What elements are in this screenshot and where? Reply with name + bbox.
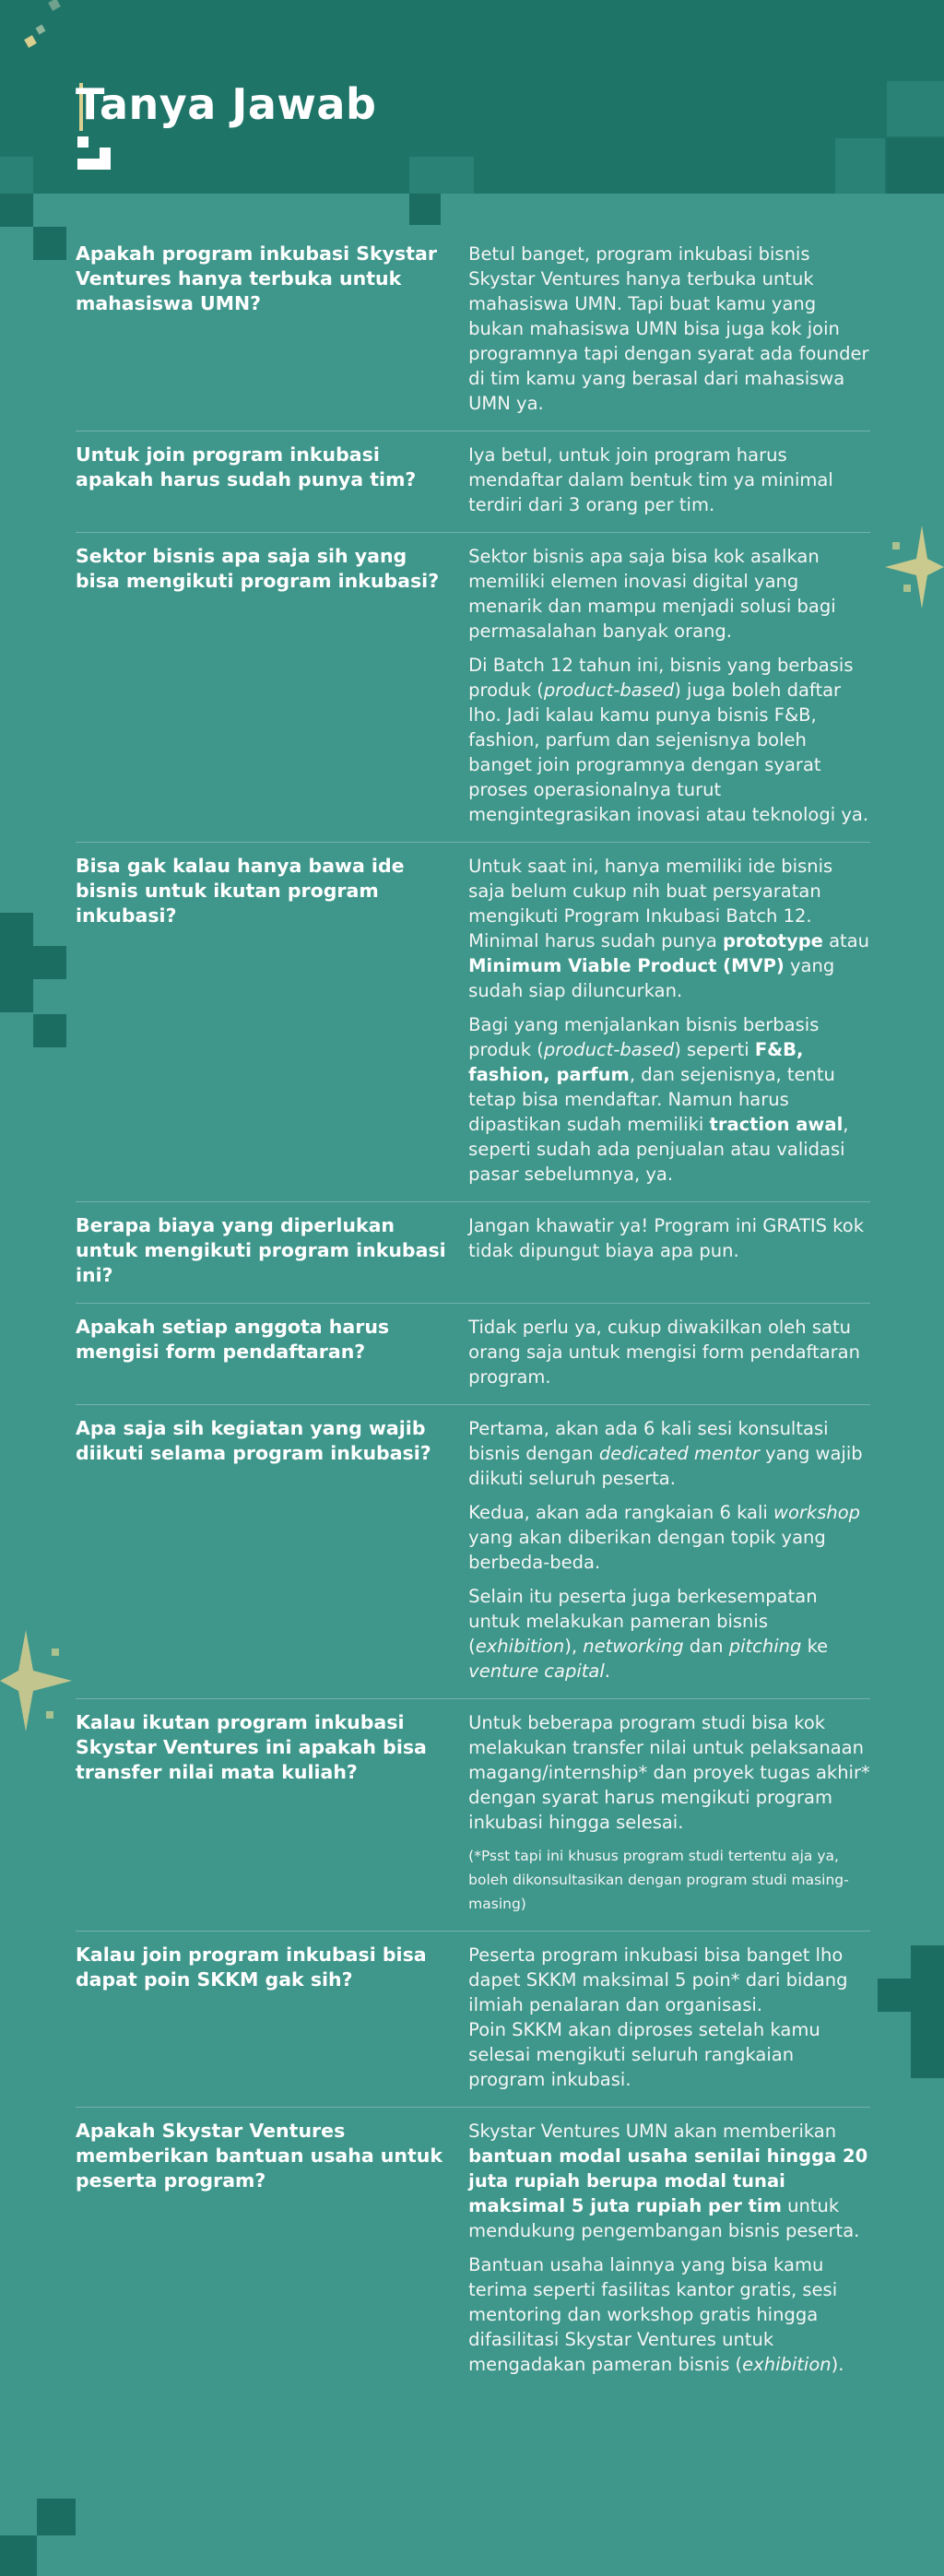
deco-square (409, 194, 441, 225)
answer-bold: bantuan modal usaha senilai hingga 20 juta rupiah berupa modal tunai maksimal 5 juta rupiah per tim (468, 2145, 868, 2216)
faq-item (76, 431, 870, 533)
faq-answer (468, 1213, 870, 1288)
faq-list (0, 230, 944, 2392)
answer-paragraph (468, 2252, 870, 2377)
faq-answer (468, 443, 870, 517)
answer-paragraph: Peserta program inkubasi bisa banget lho dapet SKKM maksimal 5 poin* dari bidang ilmiah penalaran dan organisasi. (468, 1944, 848, 2015)
answer-text: Di Batch 12 tahun ini, bisnis yang berbasis produk ( (468, 655, 854, 701)
answer-text: atau (822, 930, 869, 951)
answer-text: yang akan diberikan dengan topik yang berbeda-beda. (468, 1527, 826, 1573)
sparkle-icon (0, 0, 74, 55)
faq-item (76, 2108, 870, 2392)
faq-item (76, 843, 870, 1202)
answer-emphasis: networking (583, 1636, 684, 1657)
answer-paragraph (468, 1416, 870, 1491)
faq-answer (468, 1943, 870, 2092)
answer-emphasis: product-based (543, 1039, 675, 1060)
answer-text: ) seperti (674, 1039, 755, 1060)
answer-emphasis: product-based (543, 679, 675, 701)
answer-paragraph (468, 1012, 870, 1187)
answer-text: untuk mendukung pengembangan bisnis peserta. (468, 2195, 860, 2241)
faq-question: Apakah setiap anggota harus mengisi form pendaftaran? (76, 1316, 390, 1363)
answer-footnote: (*Psst tapi ini khusus program studi tertentu aja ya, boleh dikonsultasikan dengan program studi masing-masing) (468, 1848, 849, 1912)
answer-text: yang wajib diikuti seluruh peserta. (468, 1443, 863, 1489)
faq-question: Apakah Skystar Ventures memberikan bantuan usaha untuk peserta program? (76, 2120, 443, 2192)
answer-text: , dan sejenisnya, tentu tetap bisa mendaftar. Namun harus dipastikan sudah memiliki (468, 1064, 835, 1135)
faq-answer (468, 2119, 870, 2377)
answer-text: Bagi yang menjalankan bisnis berbasis produk ( (468, 1014, 820, 1060)
answer-paragraph (468, 1584, 870, 1684)
answer-emphasis: exhibition (475, 1636, 565, 1657)
answer-paragraph (468, 1500, 870, 1575)
faq-question: Apa saja sih kegiatan yang wajib diikuti selama program inkubasi? (76, 1417, 431, 1464)
deco-square (0, 194, 33, 227)
faq-question: Untuk join program inkubasi apakah harus sudah punya tim? (76, 443, 417, 490)
answer-text: , seperti sudah ada penjualan atau validasi pasar sebelumnya, ya. (468, 1114, 849, 1185)
faq-answer (468, 1416, 870, 1684)
deco-square (37, 2499, 76, 2535)
answer-text: ), (564, 1636, 584, 1657)
answer-emphasis: dedicated mentor (598, 1443, 760, 1464)
answer-paragraph: Jangan khawatir ya! Program ini GRATIS kok tidak dipungut biaya apa pun. (468, 1215, 865, 1261)
answer-emphasis: workshop (773, 1502, 861, 1523)
answer-paragraph: Sektor bisnis apa saja bisa kok asalkan memiliki elemen inovasi digital yang menarik dan mampu menjadi solusi bagi permasalahan banyak orang. (468, 546, 836, 642)
deco-square (0, 2535, 37, 2576)
deco-square (887, 138, 944, 194)
faq-answer (468, 242, 870, 416)
faq-question: Apakah program inkubasi Skystar Ventures hanya terbuka untuk mahasiswa UMN? (76, 242, 437, 314)
faq-item (76, 1699, 870, 1932)
answer-text: Selain itu peserta juga berkesempatan untuk melakukan pameran bisnis ( (468, 1586, 818, 1657)
answer-text: yang sudah siap diluncurkan. (468, 955, 835, 1001)
answer-emphasis: exhibition (742, 2354, 832, 2375)
faq-item (76, 230, 870, 431)
answer-text: dan (683, 1636, 729, 1657)
answer-paragraph: Tidak perlu ya, cukup diwakilkan oleh satu orang saja untuk mengisi form pendaftaran program. (468, 1317, 860, 1388)
answer-bold: Minimum Viable Product (MVP) (468, 955, 785, 976)
answer-paragraph (468, 2119, 870, 2243)
deco-square (835, 138, 885, 194)
answer-text: ) juga boleh daftar lho. Jadi kalau kamu punya bisnis F&B, fashion, parfum dan sejenisnya boleh banget join programnya dengan syarat proses operasionalnya turut mengintegrasikan inovasi atau teknologi ya. (468, 679, 869, 825)
answer-text: ). (831, 2354, 844, 2375)
answer-text: . (604, 1660, 610, 1682)
answer-text: Kedua, akan ada rangkaian 6 kali (468, 1502, 773, 1523)
deco-square (887, 81, 944, 136)
deco-square (0, 157, 33, 194)
faq-item (76, 1932, 870, 2108)
faq-item (76, 1405, 870, 1699)
faq-question: Bisa gak kalau hanya bawa ide bisnis untuk ikutan program inkubasi? (76, 855, 405, 927)
faq-item (76, 1202, 870, 1304)
faq-answer (468, 1710, 870, 1916)
answer-emphasis: pitching (728, 1636, 802, 1657)
page-title: Tanya Jawab (76, 79, 377, 129)
answer-paragraph: Untuk beberapa program studi bisa kok melakukan transfer nilai untuk pelaksanaan magang/internship* dan proyek tugas akhir* dengan syarat harus mengikuti program inkubasi hingga selesai. (468, 1712, 870, 1833)
answer-paragraph (468, 653, 870, 827)
answer-paragraph: Betul banget, program inkubasi bisnis Skystar Ventures hanya terbuka untuk mahasiswa UMN. Tapi buat kamu yang bukan mahasiswa UMN bisa juga kok join programnya tapi dengan syarat ada founder di tim kamu yang berasal dari mahasiswa UMN ya. (468, 243, 869, 414)
faq-answer (468, 1315, 870, 1389)
answer-bold: traction awal (709, 1114, 844, 1135)
answer-emphasis: venture capital (468, 1660, 605, 1682)
answer-bold: F&B, fashion, parfum (468, 1039, 804, 1085)
faq-item (76, 533, 870, 843)
answer-bold: prototype (722, 930, 823, 951)
answer-paragraph: Iya betul, untuk join program harus mendaftar dalam bentuk tim ya minimal terdiri dari 3 orang per tim. (468, 444, 833, 515)
answer-text: Skystar Ventures UMN akan memberikan (468, 2121, 837, 2142)
answer-text: Pertama, akan ada 6 kali sesi konsultasi bisnis dengan (468, 1418, 829, 1464)
faq-item (76, 1304, 870, 1405)
answer-paragraph: Poin SKKM akan diproses setelah kamu selesai mengikuti seluruh rangkaian program inkubasi. (468, 2019, 820, 2090)
answer-text: Bantuan usaha lainnya yang bisa kamu terima seperti fasilitas kantor gratis, sesi mentoring dan workshop gratis hingga difasilitasi Skystar Ventures untuk mengadakan pameran bisnis ( (468, 2254, 838, 2375)
answer-paragraph (468, 854, 870, 1003)
answer-text: Untuk saat ini, hanya memiliki ide bisnis saja belum cukup nih buat persyaratan mengikuti Program Inkubasi Batch 12. Minimal harus sudah punya (468, 856, 833, 951)
answer-text: ke (801, 1636, 829, 1657)
faq-answer (468, 854, 870, 1187)
deco-square (409, 157, 474, 194)
faq-answer (468, 544, 870, 827)
faq-question: Sektor bisnis apa saja sih yang bisa mengikuti program inkubasi? (76, 545, 440, 592)
faq-question: Kalau ikutan program inkubasi Skystar Ventures ini apakah bisa transfer nilai mata kuliah? (76, 1711, 427, 1783)
logo-mark-icon (77, 136, 111, 170)
faq-question: Berapa biaya yang diperlukan untuk mengikuti program inkubasi ini? (76, 1214, 446, 1286)
faq-question: Kalau join program inkubasi bisa dapat poin SKKM gak sih? (76, 1944, 427, 1991)
